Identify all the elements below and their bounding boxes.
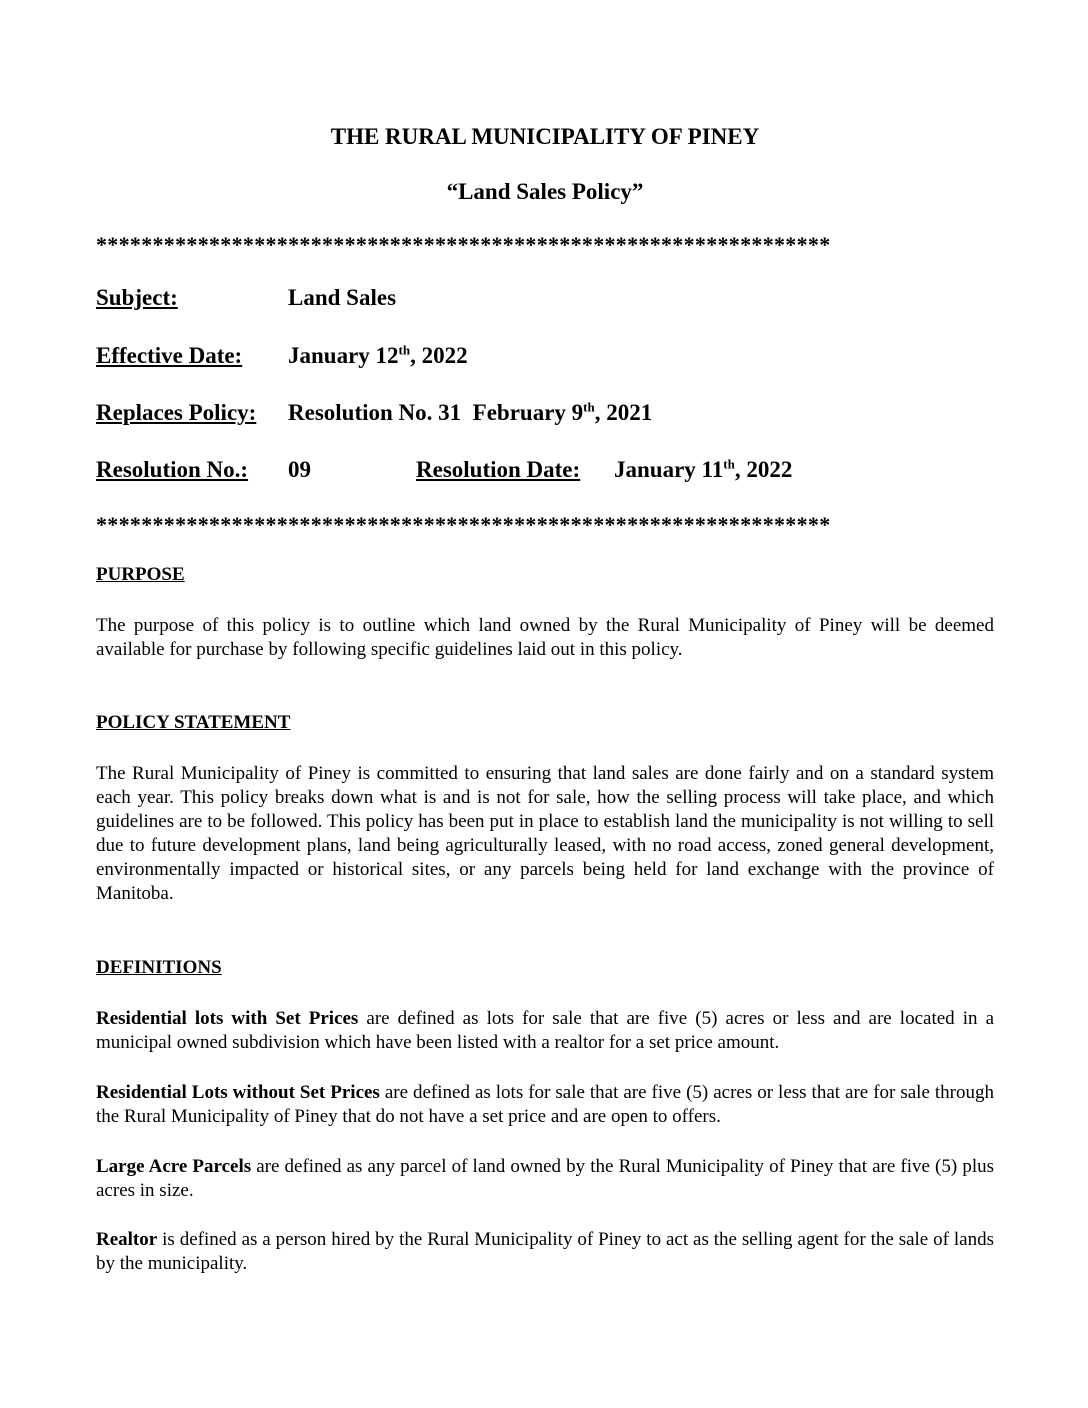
purpose-paragraph: The purpose of this policy is to outline which land owned by the Rural Municipality of Piney will be deemed available for purchase by following specific guidelines laid out in this policy. [96, 615, 994, 660]
subject-label: Subject: [96, 285, 178, 310]
replaces-policy-row [96, 399, 653, 426]
resolution-row [96, 456, 793, 483]
purpose-heading: PURPOSE [96, 564, 185, 585]
definition-item: Residential lots with Set Prices are defined as lots for sale that are five (5) acres or less and are located in a municipal owned subdivision which have been listed with a realtor for a set price amount. [96, 1008, 994, 1053]
policy-statement-paragraph: The Rural Municipality of Piney is committed to ensuring that land sales are done fairly and on a standard system each year. This policy breaks down what is and is not for sale, how the selling process will take place, and which guidelines are to be followed. This policy has been put in place to establish land the municipality is not willing to sell due to future development plans, land being agriculturally leased, with no road access, zoned general development, environmentally impacted or historical sites, or any parcels being held for land exchange with the province of Manitoba. [96, 763, 994, 904]
subject-row [96, 285, 397, 311]
policy-statement-heading: POLICY STATEMENT [96, 712, 291, 733]
definition-item: Residential Lots without Set Prices are defined as lots for sale that are five (5) acres or less that are for sale through the Rural Municipality of Piney that do not have a set price and are open to offers. [96, 1082, 994, 1127]
definitions-heading: DEFINITIONS [96, 957, 222, 978]
replaces-policy-label: Replaces Policy: [96, 400, 257, 425]
replaces-policy-value: Resolution No. 31 February 9th, 2021 [288, 399, 653, 425]
separator-bottom: ***************************************************************** [96, 512, 831, 537]
effective-date-row [96, 342, 468, 369]
resolution-number-label: Resolution No.: [96, 457, 249, 482]
resolution-date-value: January 11th, 2022 [614, 456, 793, 482]
separator-top: ***************************************************************** [96, 232, 831, 257]
effective-date-label: Effective Date: [96, 343, 243, 368]
definition-item: Large Acre Parcels are defined as any parcel of land owned by the Rural Municipality of Piney that are five (5) plus acres in size. [96, 1156, 994, 1201]
document-subtitle: “Land Sales Policy” [446, 179, 644, 204]
resolution-date-label: Resolution Date: [416, 457, 581, 482]
effective-date-value: January 12th, 2022 [288, 342, 468, 368]
definition-item: Realtor is defined as a person hired by the Rural Municipality of Piney to act as the selling agent for the sale of lands by the municipality. [96, 1229, 994, 1274]
document-title: THE RURAL MUNICIPALITY OF PINEY [330, 124, 760, 149]
subject-value: Land Sales [288, 285, 397, 310]
resolution-number-value: 09 [288, 457, 311, 482]
